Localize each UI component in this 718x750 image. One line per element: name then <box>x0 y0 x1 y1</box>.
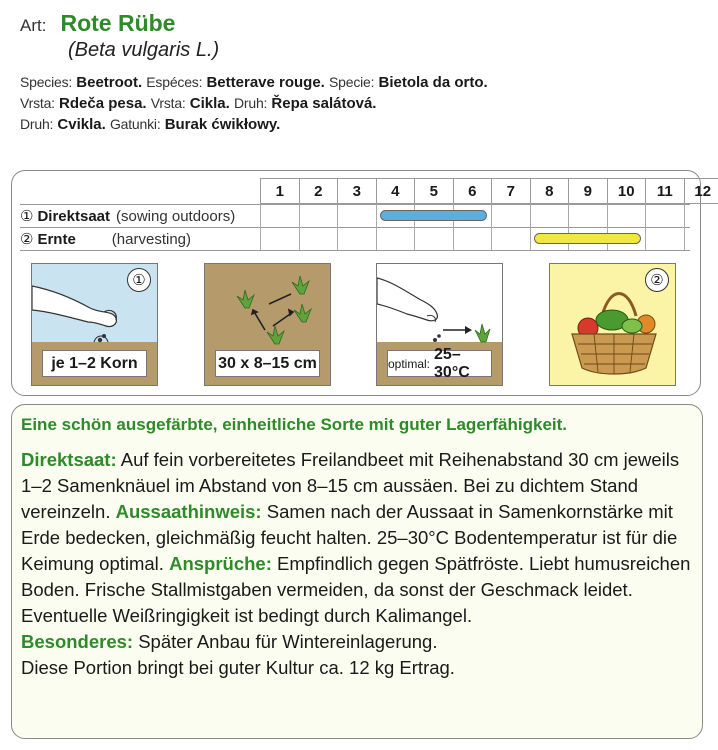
variety-header <box>20 10 488 135</box>
translation-label: Specie: <box>329 74 375 90</box>
text-besonderes: Später Anbau für Wintereinlagerung. <box>133 631 438 652</box>
description-box <box>11 404 703 739</box>
translation-label: Vrsta: <box>20 95 55 111</box>
month-cell: 6 <box>453 178 492 204</box>
month-cell: 1 <box>260 178 299 204</box>
translation-label: Espéces: <box>146 74 203 90</box>
caption-text: 30 x 8–15 cm <box>218 354 317 372</box>
month-header <box>260 178 718 204</box>
month-cell: 3 <box>337 178 376 204</box>
month-cell: 5 <box>414 178 453 204</box>
variety-name: Rote Rübe <box>60 10 176 36</box>
sowing-calendar <box>11 170 712 396</box>
translation-value: Cvikla. <box>57 116 106 133</box>
pictogram-germination <box>376 263 503 386</box>
step-marker: ① <box>127 268 151 292</box>
translation-value: Betterave rouge. <box>206 74 325 91</box>
month-gridline <box>645 204 646 250</box>
month-cell: 8 <box>530 178 569 204</box>
text-ansprueche: Empfindlich gegen Spätfröste. Liebt humusreichen Boden. Frische Stallmistgaben vermeiden, da sonst der Geschmack leidet. Eventuelle Weißringigkeit ist bedingt durch Kalimangel. <box>21 553 691 626</box>
translation-line <box>20 93 488 114</box>
pictogram-spacing <box>204 263 331 386</box>
translations <box>20 72 488 135</box>
month-cell: 7 <box>491 178 530 204</box>
caption-prefix: optimal: <box>388 356 431 371</box>
harvest-period-bar <box>534 233 642 244</box>
row-divider <box>20 250 690 251</box>
translation-label: Species: <box>20 74 73 90</box>
translation-label: Gatunki: <box>109 116 161 132</box>
caption-text: je 1–2 Korn <box>51 354 138 372</box>
month-gridline <box>260 204 261 250</box>
translation-value: Beetroot. <box>76 74 143 91</box>
caption-text: 25–30°C <box>434 345 470 381</box>
row-label: Direktsaat <box>37 207 110 225</box>
month-cell: 12 <box>684 178 718 204</box>
month-gridline <box>299 204 300 250</box>
month-gridline <box>376 204 377 250</box>
translation-value: Rdeča pesa. <box>59 95 147 112</box>
description-text <box>21 447 692 681</box>
translation-line <box>20 72 488 93</box>
month-gridline <box>530 204 531 250</box>
headline: Eine schön ausgefärbte, einheitliche Sorte mit guter Lagerfähigkeit. <box>21 415 568 434</box>
pictogram-sowing <box>31 263 158 386</box>
row-label: Ernte <box>37 230 76 248</box>
month-cell: 4 <box>376 178 415 204</box>
keyword-aussaathinweis: Aussaathinweis: <box>115 501 262 522</box>
row-number: ② <box>20 231 34 248</box>
latin-name: (Beta vulgaris L.) <box>68 39 220 61</box>
step-marker: ② <box>645 268 669 292</box>
month-gridline <box>491 204 492 250</box>
translation-value: Cikla. <box>189 95 230 112</box>
keyword-direktsaat: Direktsaat: <box>21 449 117 470</box>
pictogram-caption <box>387 345 492 381</box>
month-gridline <box>337 204 338 250</box>
month-cell: 10 <box>607 178 646 204</box>
translation-value: Bietola da orto. <box>378 74 488 91</box>
translation-value: Burak ćwikłowy. <box>164 116 281 133</box>
text-direktsaat: Auf fein vorbereitetes Freilandbeet mit Reihenabstand 30 cm jeweils 1–2 Samenknäuel im Abstand von 8–15 cm aussäen. Bei zu dichtem Stand vereinzeln. <box>21 449 680 522</box>
calendar-row-harvest <box>20 228 191 250</box>
pictogram-harvest <box>549 263 676 386</box>
month-cell: 11 <box>645 178 684 204</box>
keyword-ansprueche: Ansprüche: <box>169 553 272 574</box>
row-sublabel: (harvesting) <box>111 230 191 248</box>
translation-label: Vrsta: <box>150 95 186 111</box>
sowing-period-bar <box>380 210 488 221</box>
month-cell: 9 <box>568 178 607 204</box>
yield-text: Diese Portion bringt bei guter Kultur ca. 12 kg Ertrag. <box>21 657 455 678</box>
translation-line <box>20 114 488 135</box>
row-number: ① <box>20 208 34 225</box>
pictogram-caption <box>42 350 147 377</box>
pictogram-caption <box>215 350 320 377</box>
translation-label: Druh: <box>233 95 268 111</box>
row-sublabel: (sowing outdoors) <box>116 207 236 225</box>
month-gridline <box>684 204 685 250</box>
keyword-besonderes: Besonderes: <box>21 631 134 652</box>
calendar-row-sowing <box>20 205 235 227</box>
translation-label: Druh: <box>20 116 54 132</box>
translation-value: Řepa salátová. <box>271 95 377 112</box>
text-aussaathinweis: Samen nach der Aussaat in Samenkornstärke mit Erde bedecken, gleichmäßig feucht halten. 25–30°C Bodentemperatur ist für die Keimung optimal. <box>21 501 678 574</box>
month-cell: 2 <box>299 178 338 204</box>
art-label: Art: <box>20 16 47 35</box>
